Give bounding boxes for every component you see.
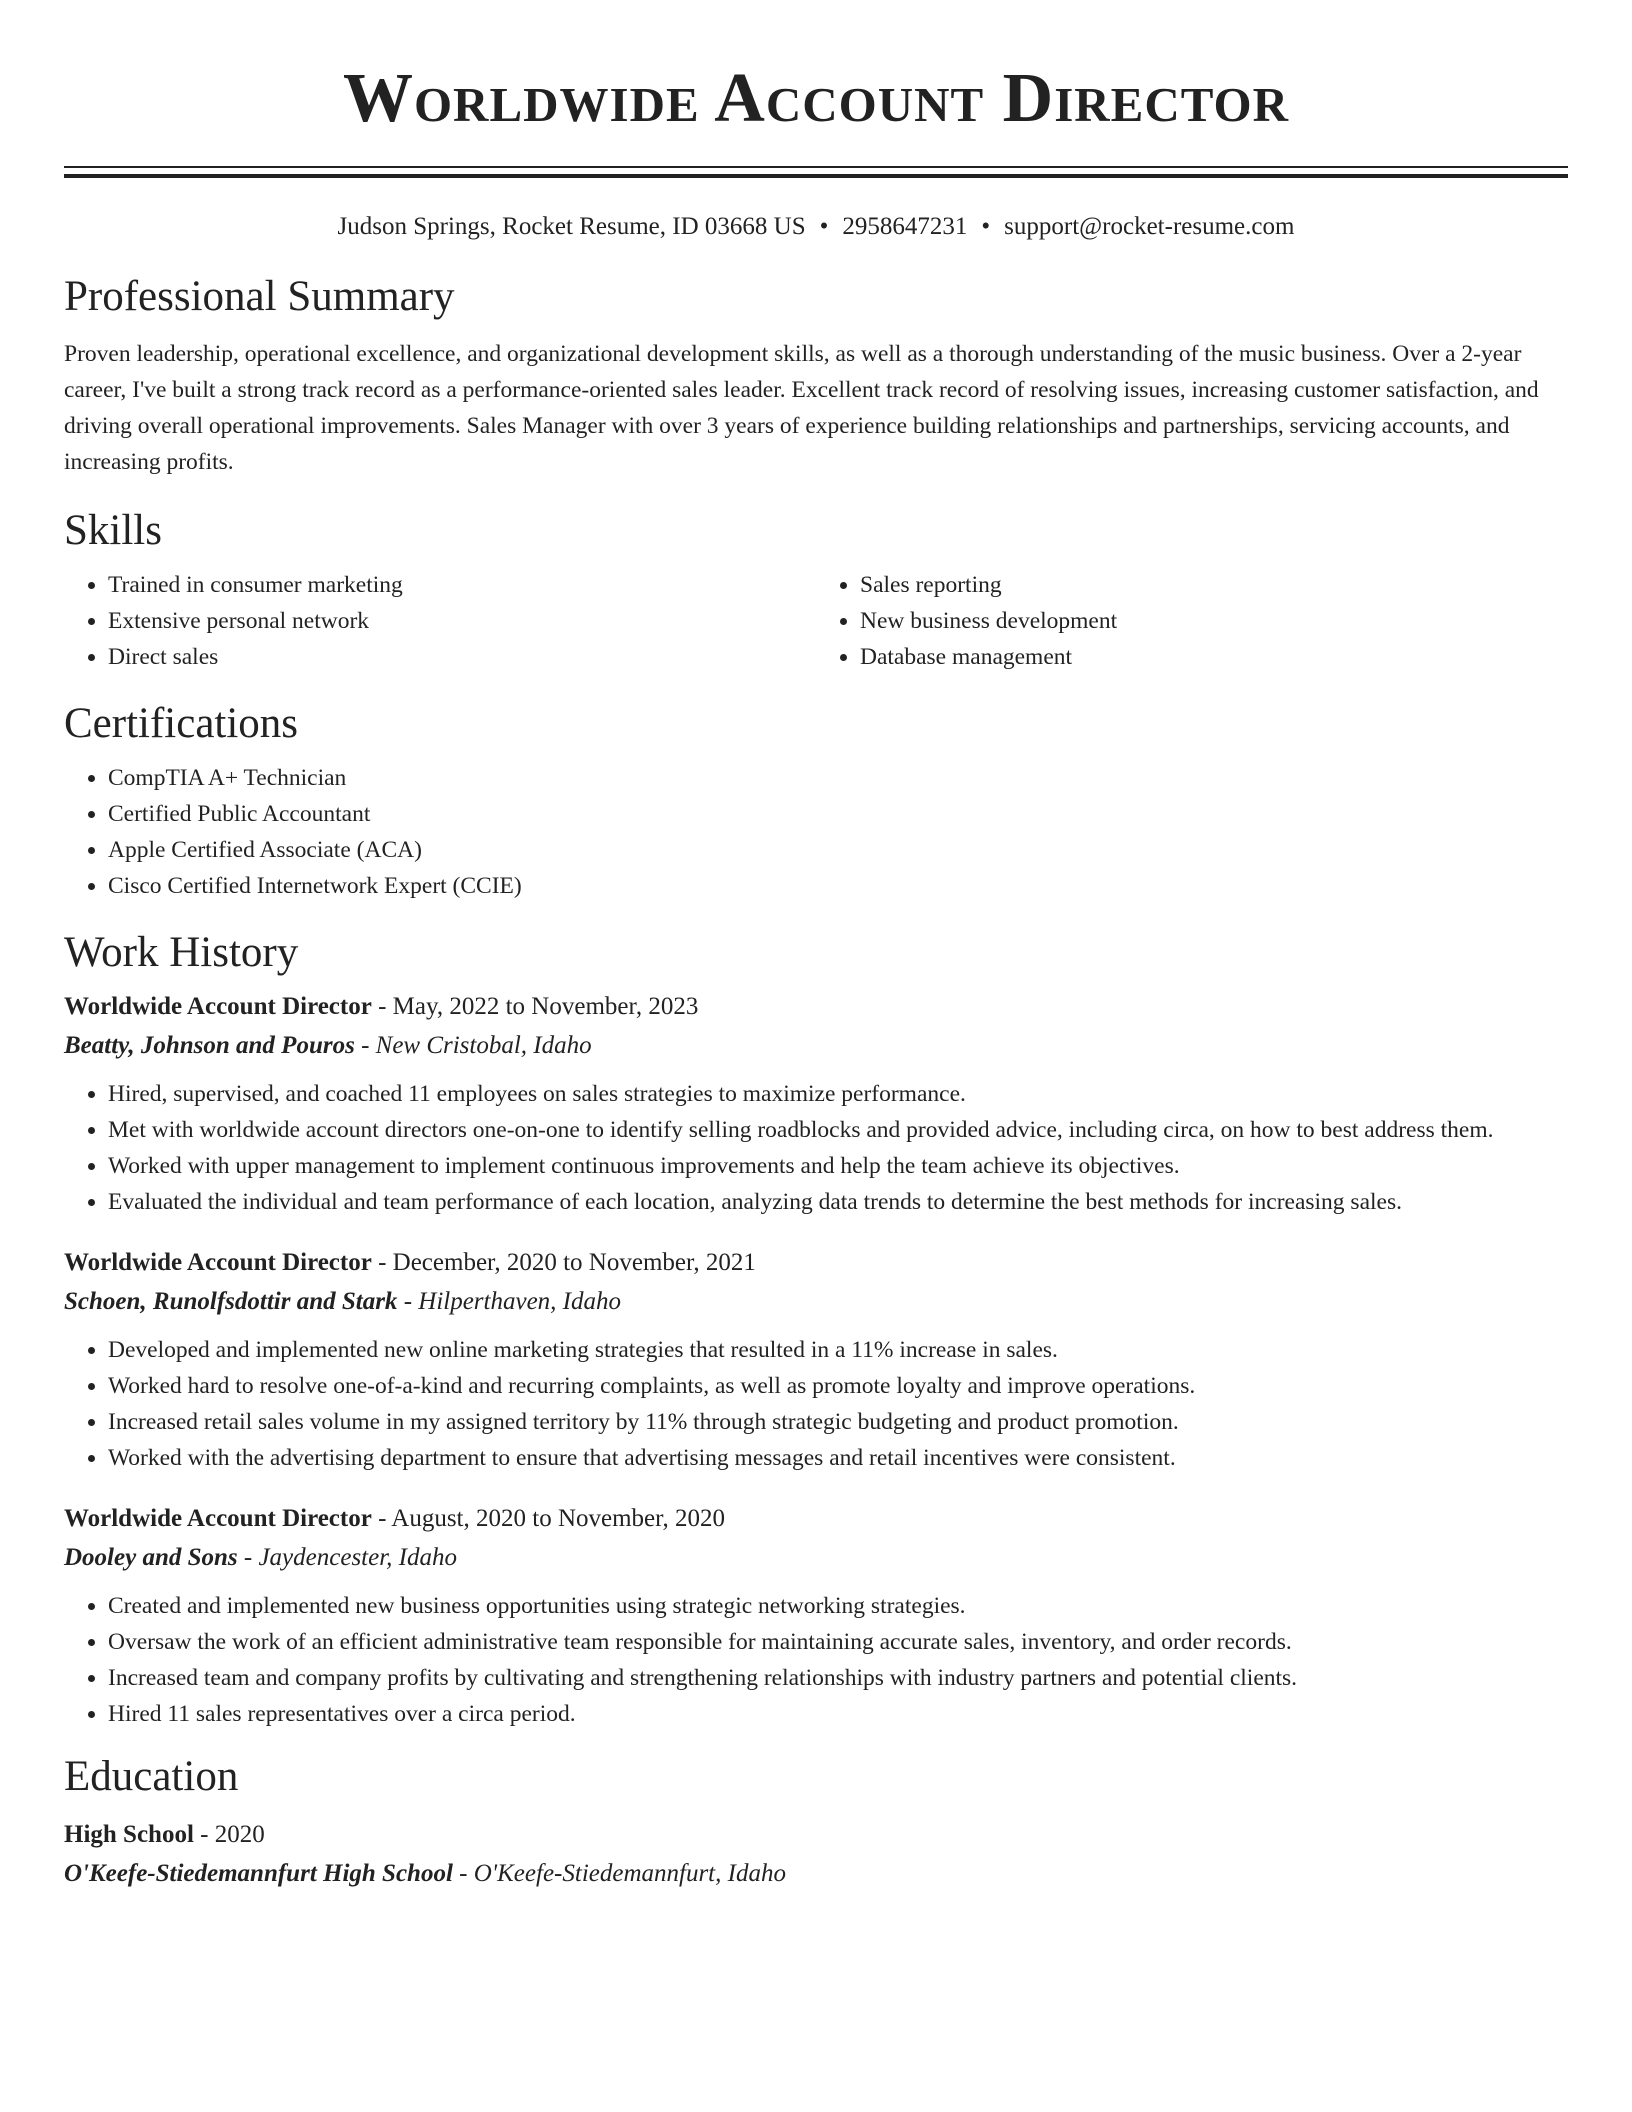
job-employer: Dooley and Sons — [64, 1544, 238, 1571]
job-entry — [64, 1500, 1568, 1732]
contact-line — [64, 212, 1568, 242]
job-employer-line — [64, 1538, 1568, 1578]
contact-email: support@rocket-resume.com — [1004, 213, 1295, 240]
job-title: Worldwide Account Director — [64, 993, 372, 1020]
skills-section — [64, 506, 1568, 675]
skill-item: • Direct sales — [108, 639, 816, 675]
job-employer: Schoen, Runolfsdottir and Stark — [64, 1288, 398, 1315]
summary-text: Proven leadership, operational excellence, and organizational development skills, as well as a thorough understanding of the music business. Over a 2-year career, I've built a strong track record as a performance-oriented sales leader. Excellent track record of resolving issues, increasing customer satisfaction, and driving overall operational improvements. Sales Manager with over 3 years of experience building relationships and partnerships, servicing accounts, and increasing profits. — [64, 341, 1539, 475]
job-title: Worldwide Account Director — [64, 1249, 372, 1276]
job-bullets — [64, 1076, 1568, 1220]
skill-item: • Sales reporting — [860, 567, 1568, 603]
job-location: - Jaydencester, Idaho — [237, 1544, 458, 1571]
job-bullet: • Hired 11 sales representatives over a circa period. — [108, 1696, 1568, 1732]
job-dates: - August, 2020 to November, 2020 — [371, 1505, 725, 1532]
certifications-list — [64, 760, 1568, 904]
job-entry — [64, 988, 1568, 1220]
job-title-line — [64, 988, 1568, 1026]
job-bullet: • Increased retail sales volume in my assigned territory by 11% through strategic budgeting and product promotion. — [108, 1404, 1568, 1440]
section-heading-work-history: Work History — [64, 929, 299, 976]
education-location: - O'Keefe-Stiedemannfurt, Idaho — [452, 1860, 786, 1887]
job-location: - Hilperthaven, Idaho — [397, 1288, 621, 1315]
job-bullet: • Oversaw the work of an efficient administrative team responsible for maintaining accurate sales, inventory, and order records. — [108, 1624, 1568, 1660]
job-bullet: • Developed and implemented new online marketing strategies that resulted in a 11% increase in sales. — [108, 1332, 1568, 1368]
job-employer: Beatty, Johnson and Pouros — [64, 1032, 355, 1059]
education-degree-line — [64, 1816, 1568, 1854]
skill-item: • Trained in consumer marketing — [108, 567, 816, 603]
certification-item: • Cisco Certified Internetwork Expert (CCIE) — [108, 868, 1568, 904]
job-dates: - May, 2022 to November, 2023 — [371, 993, 699, 1020]
education-section — [64, 1752, 1568, 1894]
job-bullet: • Worked with upper management to implement continuous improvements and help the team achieve its objectives. — [108, 1148, 1568, 1184]
resume-page — [64, 0, 1568, 1894]
contact-separator: • — [981, 213, 991, 240]
job-entry — [64, 1244, 1568, 1476]
candidate-name: Worldwide Account Director — [342, 60, 1290, 137]
section-heading-certifications: Certifications — [64, 700, 299, 747]
work-history-section — [64, 928, 1568, 1732]
skill-item: • New business development — [860, 603, 1568, 639]
section-heading-skills: Skills — [64, 507, 162, 554]
job-bullet: • Worked with the advertising department to ensure that advertising messages and retail incentives were consistent. — [108, 1440, 1568, 1476]
header-divider — [64, 166, 1568, 178]
job-location: - New Cristobal, Idaho — [354, 1032, 592, 1059]
section-heading-summary: Professional Summary — [64, 273, 455, 320]
education-school: O'Keefe-Stiedemannfurt High School — [64, 1860, 453, 1887]
education-degree: High School — [64, 1821, 194, 1848]
skills-columns — [64, 567, 1568, 675]
education-school-line — [64, 1854, 1568, 1894]
job-employer-line — [64, 1026, 1568, 1066]
job-bullet: • Worked hard to resolve one-of-a-kind and recurring complaints, as well as promote loyalty and improve operations. — [108, 1368, 1568, 1404]
certification-item: • CompTIA A+ Technician — [108, 760, 1568, 796]
certification-item: • Apple Certified Associate (ACA) — [108, 832, 1568, 868]
job-dates: - December, 2020 to November, 2021 — [371, 1249, 756, 1276]
skills-list-right — [816, 567, 1568, 675]
job-bullets — [64, 1332, 1568, 1476]
job-title-line — [64, 1500, 1568, 1538]
job-bullet: • Created and implemented new business opportunities using strategic networking strategies. — [108, 1588, 1568, 1624]
contact-separator: • — [819, 213, 829, 240]
skill-item: • Extensive personal network — [108, 603, 816, 639]
job-bullet: • Evaluated the individual and team performance of each location, analyzing data trends to determine the best methods for increasing sales. — [108, 1184, 1568, 1220]
certification-item: • Certified Public Accountant — [108, 796, 1568, 832]
contact-address: Judson Springs, Rocket Resume, ID 03668 US — [337, 213, 806, 240]
skills-list-left — [64, 567, 816, 675]
section-heading-education: Education — [64, 1753, 239, 1800]
job-title: Worldwide Account Director — [64, 1505, 372, 1532]
education-entry — [64, 1816, 1568, 1894]
certifications-section — [64, 699, 1568, 904]
job-bullets — [64, 1588, 1568, 1732]
job-title-line — [64, 1244, 1568, 1282]
skill-item: • Database management — [860, 639, 1568, 675]
contact-phone: 2958647231 — [842, 213, 968, 240]
job-bullet: • Increased team and company profits by cultivating and strengthening relationships with industry partners and potential clients. — [108, 1660, 1568, 1696]
education-year: - 2020 — [193, 1821, 265, 1848]
job-bullet: • Met with worldwide account directors one-on-one to identify selling roadblocks and provided advice, including circa, on how to best address them. — [108, 1112, 1568, 1148]
summary-section — [64, 272, 1568, 480]
job-employer-line — [64, 1282, 1568, 1322]
job-bullet: • Hired, supervised, and coached 11 employees on sales strategies to maximize performance. — [108, 1076, 1568, 1112]
